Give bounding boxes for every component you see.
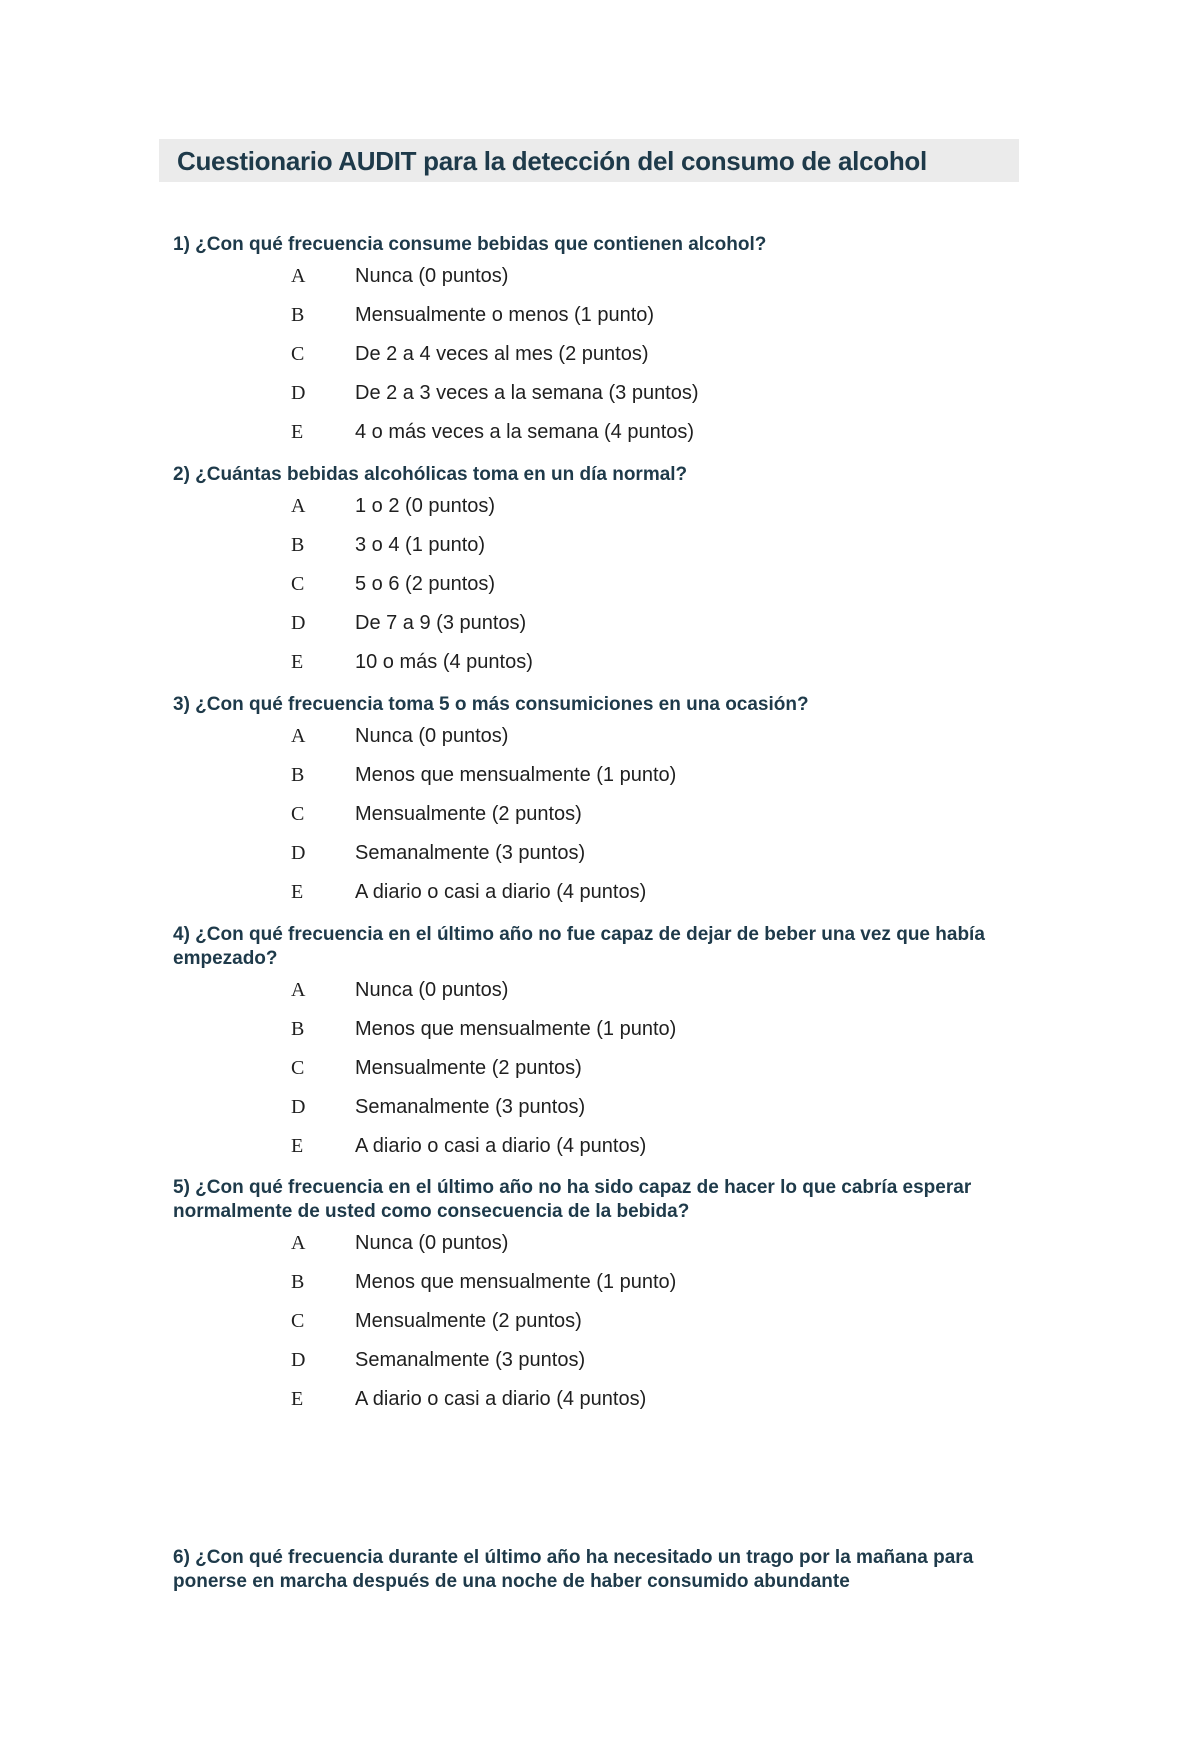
option-item <box>173 879 1013 918</box>
option-text: Menos que mensualmente (1 punto) <box>355 1018 677 1040</box>
option-letter: E <box>291 421 304 443</box>
option-letter: C <box>291 1310 305 1332</box>
option-letter: E <box>291 881 304 903</box>
option-text: Mensualmente (2 puntos) <box>355 1310 582 1332</box>
option-text: De 7 a 9 (3 puntos) <box>355 612 527 634</box>
option-letter: C <box>291 343 305 365</box>
option-item <box>173 801 1013 840</box>
option-text: De 2 a 3 veces a la semana (3 puntos) <box>355 382 699 404</box>
question-text: 6) ¿Con qué frecuencia durante el último año ha necesitado un trago por la mañana para ponerse en marcha después de una noche de haber consumido abundante <box>173 1547 974 1592</box>
option-letter: A <box>291 1232 306 1254</box>
question-4 <box>173 923 1013 1172</box>
option-letter: C <box>291 803 305 825</box>
option-item <box>173 610 1013 649</box>
option-text: 3 o 4 (1 punto) <box>355 534 486 556</box>
option-text: Nunca (0 puntos) <box>355 979 509 1001</box>
question-text: 2) ¿Cuántas bebidas alcohólicas toma en un día normal? <box>173 464 688 485</box>
option-text: Mensualmente (2 puntos) <box>355 1057 582 1079</box>
question-text: 5) ¿Con qué frecuencia en el último año no ha sido capaz de hacer lo que cabría esperar normalmente de usted como consecuencia de la bebida? <box>173 1177 972 1222</box>
question-1 <box>173 233 1013 458</box>
option-letter: D <box>291 1349 306 1371</box>
option-letter: D <box>291 382 306 404</box>
question-3 <box>173 693 1013 918</box>
option-item <box>173 1347 1013 1386</box>
option-text: 4 o más veces a la semana (4 puntos) <box>355 421 695 443</box>
option-item <box>173 977 1013 1016</box>
option-item <box>173 1094 1013 1133</box>
option-item <box>173 762 1013 801</box>
option-text: Mensualmente o menos (1 punto) <box>355 304 655 326</box>
option-letter: E <box>291 1135 304 1157</box>
title-banner <box>159 139 1019 182</box>
option-text: De 2 a 4 veces al mes (2 puntos) <box>355 343 649 365</box>
option-letter: A <box>291 265 306 287</box>
option-letter: B <box>291 304 305 326</box>
option-letter: B <box>291 1271 305 1293</box>
option-list <box>173 1230 1013 1425</box>
option-text: Nunca (0 puntos) <box>355 725 509 747</box>
option-text: 1 o 2 (0 puntos) <box>355 495 496 517</box>
option-list <box>173 263 1013 458</box>
option-item <box>173 302 1013 341</box>
option-item <box>173 840 1013 879</box>
option-item <box>173 1230 1013 1269</box>
option-item <box>173 1133 1013 1172</box>
question-5 <box>173 1176 1013 1425</box>
option-list <box>173 723 1013 918</box>
option-letter: C <box>291 1057 305 1079</box>
option-text: A diario o casi a diario (4 puntos) <box>355 1135 647 1157</box>
option-item <box>173 380 1013 419</box>
option-letter: A <box>291 495 306 517</box>
question-2 <box>173 463 1013 688</box>
option-letter: D <box>291 1096 306 1118</box>
option-letter: E <box>291 651 304 673</box>
question-6 <box>173 1546 1013 1594</box>
option-item <box>173 263 1013 302</box>
option-item <box>173 1055 1013 1094</box>
option-text: Mensualmente (2 puntos) <box>355 803 582 825</box>
document-title: Cuestionario AUDIT para la detección del consumo de alcohol <box>177 146 927 176</box>
option-text: Semanalmente (3 puntos) <box>355 1096 586 1118</box>
option-item <box>173 341 1013 380</box>
option-item <box>173 723 1013 762</box>
option-item <box>173 571 1013 610</box>
option-text: Semanalmente (3 puntos) <box>355 1349 586 1371</box>
question-text: 3) ¿Con qué frecuencia toma 5 o más consumiciones en una ocasión? <box>173 694 809 715</box>
option-letter: B <box>291 534 305 556</box>
option-list <box>173 977 1013 1172</box>
option-item <box>173 1016 1013 1055</box>
option-letter: D <box>291 612 306 634</box>
option-item <box>173 419 1013 458</box>
option-letter: B <box>291 764 305 786</box>
question-text: 4) ¿Con qué frecuencia en el último año no fue capaz de dejar de beber una vez que había empezado? <box>173 924 985 969</box>
option-item <box>173 1269 1013 1308</box>
option-text: 5 o 6 (2 puntos) <box>355 573 496 595</box>
option-text: Menos que mensualmente (1 punto) <box>355 1271 677 1293</box>
option-item <box>173 1386 1013 1425</box>
option-letter: A <box>291 725 306 747</box>
option-item <box>173 532 1013 571</box>
option-text: Semanalmente (3 puntos) <box>355 842 586 864</box>
option-letter: E <box>291 1388 304 1410</box>
option-item <box>173 1308 1013 1347</box>
option-letter: D <box>291 842 306 864</box>
option-text: A diario o casi a diario (4 puntos) <box>355 1388 647 1410</box>
option-text: A diario o casi a diario (4 puntos) <box>355 881 647 903</box>
option-item <box>173 493 1013 532</box>
option-letter: C <box>291 573 305 595</box>
option-list <box>173 493 1013 688</box>
option-letter: B <box>291 1018 305 1040</box>
option-text: Nunca (0 puntos) <box>355 265 509 287</box>
option-letter: A <box>291 979 306 1001</box>
option-text: Nunca (0 puntos) <box>355 1232 509 1254</box>
question-text: 1) ¿Con qué frecuencia consume bebidas que contienen alcohol? <box>173 234 767 255</box>
option-text: 10 o más (4 puntos) <box>355 651 533 673</box>
option-item <box>173 649 1013 688</box>
option-text: Menos que mensualmente (1 punto) <box>355 764 677 786</box>
